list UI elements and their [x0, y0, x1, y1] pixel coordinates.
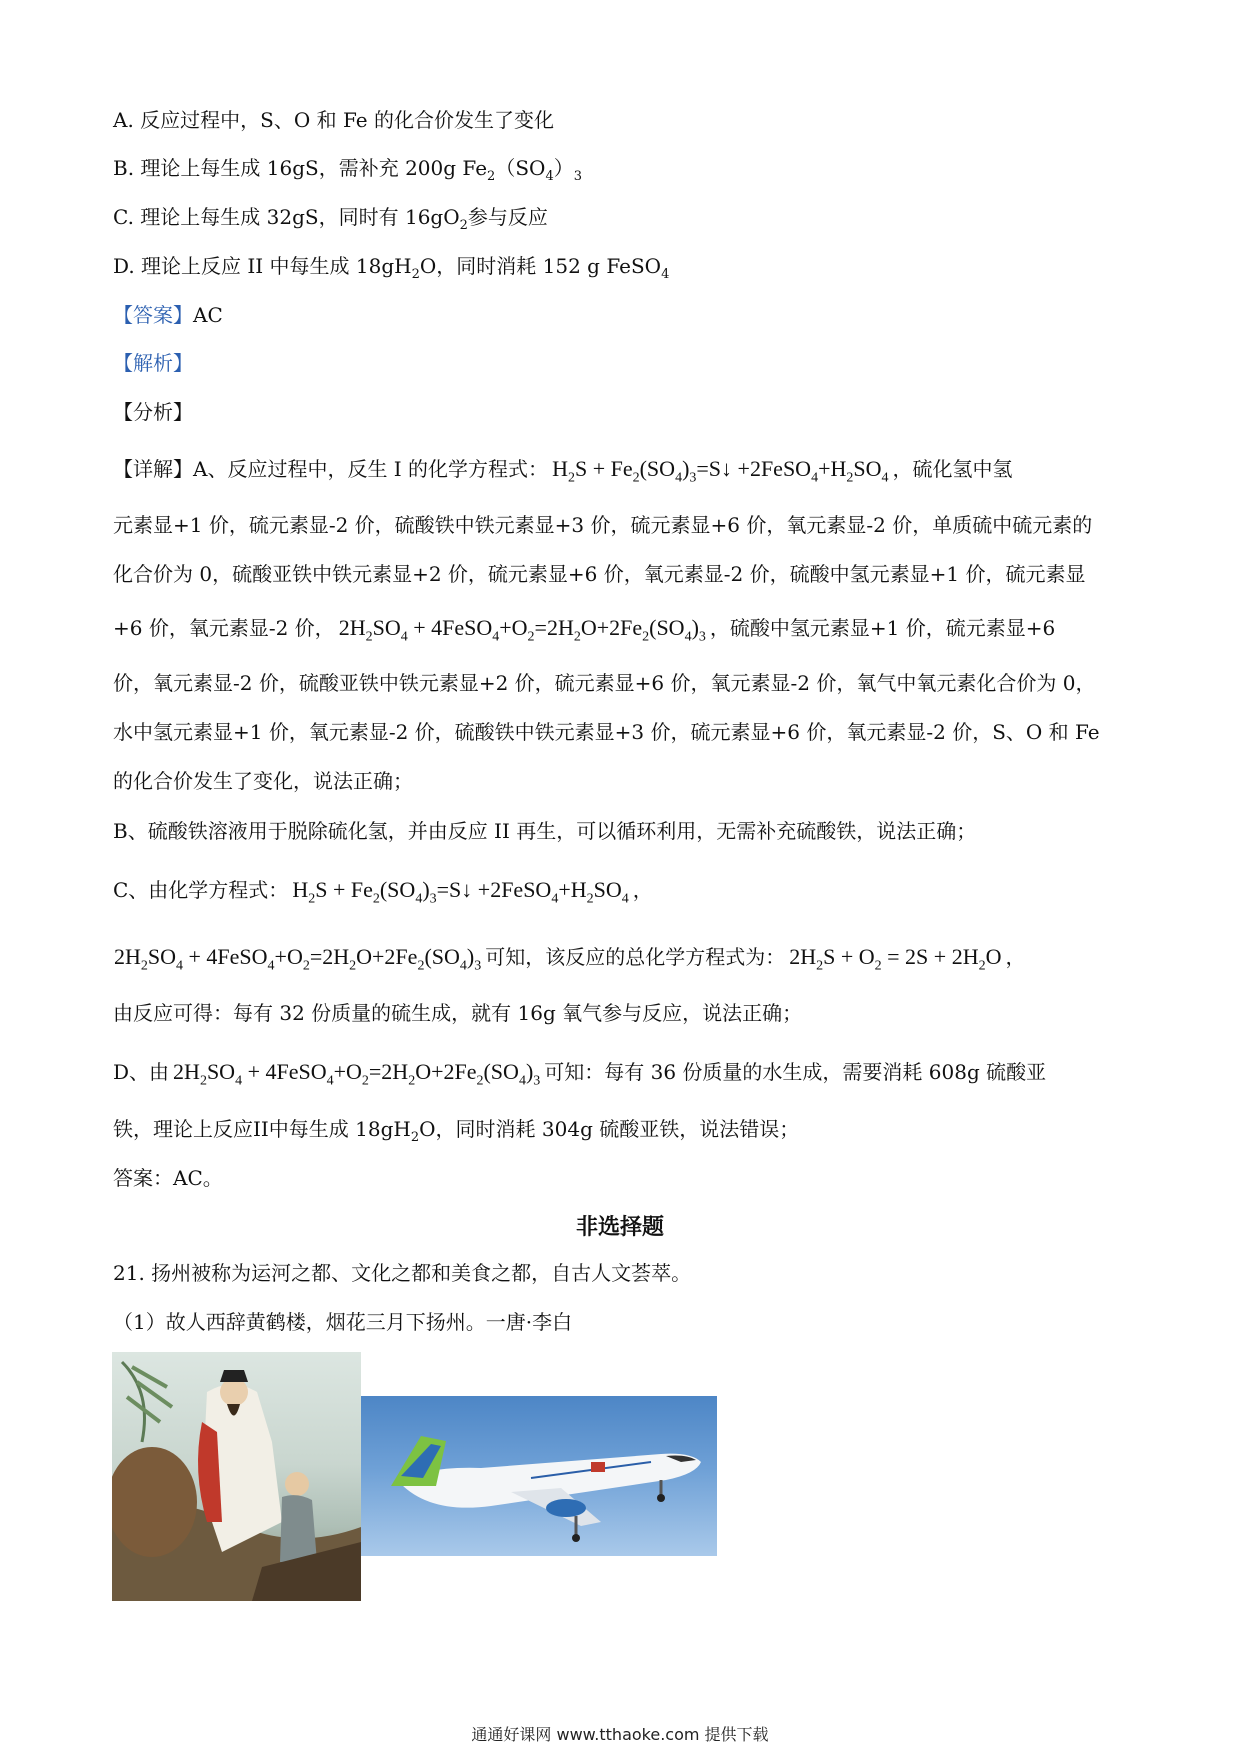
- option-a: A. 反应过程中，S、O 和 Fe 的化合价发生了变化: [113, 108, 554, 132]
- detail-line-4: +6 价，氧元素显-2 价， $2H_2SO_4$ + $4FeSO_4+O_2=2H_2O+2Fe_2(SO_4)_3$ ，硫酸中氢元素显+1 价，硫元素显+6: [113, 615, 1056, 645]
- detail-line-8: B、硫酸铁溶液用于脱除硫化氢，并由反应 II 再生，可以循环利用，无需补充硫酸铁，说法正确；: [113, 819, 977, 843]
- detail-line-1: 【详解】A、反应过程中，反生 I 的化学方程式： $H_2S$ + $Fe_2(SO_4)_3=S↓$ $+2FeSO_4+H_2SO_4$ ，硫化氢中氢: [113, 456, 1013, 486]
- option-c: C. 理论上每生成 32gS，同时有 $16gO_2$参与反应: [113, 205, 548, 233]
- jiexi-label: 【解析】: [113, 351, 193, 375]
- detail-line-5: 价，氧元素显-2 价，硫酸亚铁中铁元素显+2 价，硫元素显+6 价，氧元素显-2 价，氧气中氧元素化合价为 0，: [113, 671, 1096, 695]
- question-21: 21. 扬州被称为运河之都、文化之都和美食之都，自古人文荟萃。: [113, 1261, 692, 1285]
- detail-line-11: 由反应可得：每有 32 份质量的硫生成，就有 16g 氧气参与反应，说法正确；: [113, 1001, 803, 1025]
- detail-line-3: 化合价为 0，硫酸亚铁中铁元素显+2 价，硫元素显+6 价，氧元素显-2 价，硫酸中氢元素显+1 价，硫元素显: [113, 562, 1086, 586]
- equation-reaction-2-d: $2H_2SO_4$ + $4FeSO_4+O_2=2H_2O+2Fe_2(SO_4)_3$: [173, 1059, 541, 1089]
- c919-airplane-photo: [361, 1396, 717, 1556]
- fenxi-label: 【分析】: [113, 400, 193, 424]
- detail-line-12: D、由 $2H_2SO_4$ + $4FeSO_4+O_2=2H_2O+2Fe_2(SO_4)_3$ 可知：每有 36 份质量的水生成，需要消耗 608g 硫酸亚: [113, 1059, 1047, 1089]
- page-footer: 通通好课网 www.tthaoke.com 提供下载: [471, 1725, 769, 1744]
- detail-line-10: $2H_2SO_4$ + $4FeSO_4+O_2=2H_2O+2Fe_2(SO_4)_3$ 可知，该反应的总化学方程式为： $2H_2S + O_2 = 2S + 2H_2O$ ，: [114, 944, 1026, 974]
- answer-label: 【答案】: [113, 303, 193, 327]
- equation-reaction-1-repeat: $H_2S$ + $Fe_2(SO_4)_3=S↓$ $+2FeSO_4+H_2SO_4$: [292, 877, 629, 907]
- equation-reaction-1: $H_2S$ + $Fe_2(SO_4)_3=S↓$ $+2FeSO_4+H_2SO_4$: [552, 456, 889, 486]
- option-b: B. 理论上每生成 16gS，需补充 200g $Fe_2(SO_4)_3$: [113, 156, 582, 184]
- answer-line: [113, 301, 223, 329]
- detail-line-7: 的化合价发生了变化，说法正确；: [113, 769, 413, 793]
- equation-overall: $2H_2S + O_2 = 2S + 2H_2O$: [789, 944, 1002, 974]
- detail-line-2: 元素显+1 价，硫元素显-2 价，硫酸铁中铁元素显+3 价，硫元素显+6 价，氧元素显-2 价，单质硫中硫元素的: [113, 513, 1093, 537]
- answer-value: AC: [193, 303, 223, 327]
- detail-line-13: 铁，理论上反应II中每生成 $18gH_2O$，同时消耗 304g 硫酸亚铁，说法错误；: [113, 1117, 800, 1145]
- question-21-part-1: （1）故人西辞黄鹤楼，烟花三月下扬州。一唐·李白: [113, 1310, 573, 1334]
- poet-illustration-svg: [112, 1352, 361, 1601]
- equation-reaction-2-repeat: $2H_2SO_4$ + $4FeSO_4+O_2=2H_2O+2Fe_2(SO_4)_3$: [114, 944, 482, 974]
- equation-reaction-2: $2H_2SO_4$ + $4FeSO_4+O_2=2H_2O+2Fe_2(SO_4)_3$: [338, 615, 706, 645]
- detail-line-9: C、由化学方程式： $H_2S$ + $Fe_2(SO_4)_3=S↓$ $+2FeSO_4+H_2SO_4$ ，: [113, 877, 653, 907]
- detail-line-6: 水中氢元素显+1 价，氧元素显-2 价，硫酸铁中铁元素显+3 价，硫元素显+6 价，氧元素显-2 价，S、O 和 Fe: [113, 720, 1100, 744]
- option-d: D. 理论上反应 II 中每生成 $18gH_2O$，同时消耗 152 g FeSO$_4$: [113, 254, 670, 282]
- airplane-svg: [361, 1396, 717, 1556]
- section-heading: 非选择题: [575, 1215, 664, 1240]
- detail-line-14: 答案：AC。: [113, 1166, 223, 1190]
- poet-boat-illustration: [112, 1352, 361, 1601]
